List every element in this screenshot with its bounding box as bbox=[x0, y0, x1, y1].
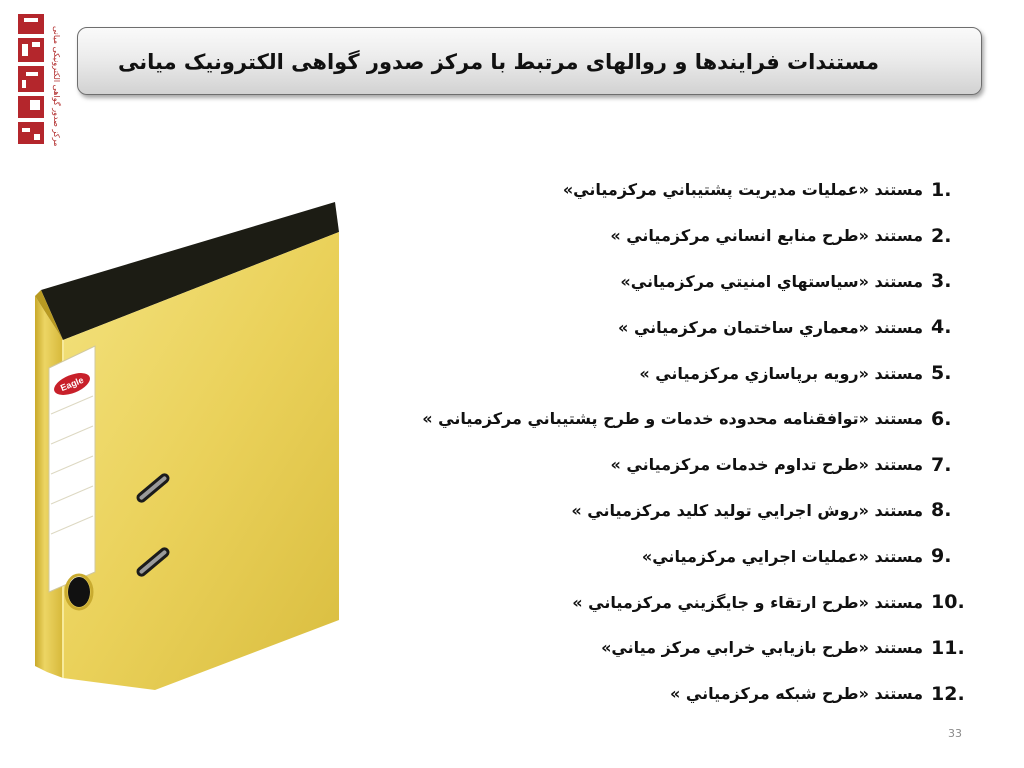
list-item bbox=[405, 259, 965, 305]
item-number: 2. bbox=[931, 224, 952, 247]
logo bbox=[14, 12, 62, 146]
logo-mark-icon bbox=[16, 12, 46, 146]
item-text: مستند «رويه برپاسازي مركزمياني » bbox=[639, 363, 923, 383]
item-text: مستند «روش اجرايي توليد كليد مركزمياني » bbox=[571, 500, 923, 520]
page-title: مستندات فرایندها و روالهای مرتبط با مرکز صدور گواهی الکترونیک میانی bbox=[118, 50, 879, 74]
item-number: 6. bbox=[931, 407, 952, 430]
item-text: مستند «طرح ارتقاء و جايگزيني مركزمياني » bbox=[572, 592, 923, 612]
item-number: 11. bbox=[931, 636, 965, 659]
item-text: مستند «عمليات اجرايي مركزمياني» bbox=[641, 546, 923, 566]
item-number: 10. bbox=[931, 591, 965, 614]
list-item bbox=[405, 167, 965, 213]
list-item bbox=[405, 533, 965, 579]
item-number: 8. bbox=[931, 499, 952, 522]
item-number: 12. bbox=[931, 682, 965, 705]
list-item bbox=[405, 671, 965, 717]
list-item bbox=[405, 350, 965, 396]
page-number: 33 bbox=[948, 727, 962, 740]
list-item bbox=[405, 442, 965, 488]
list-item bbox=[405, 213, 965, 259]
item-text: مستند «طرح شبكه مركزمياني » bbox=[669, 684, 923, 704]
logo-text: مرکز صدور گواهی الکترونیکی میانی bbox=[52, 25, 61, 146]
item-text: مستند «عمليات مديريت پشتيباني مركزمياني» bbox=[562, 180, 923, 200]
item-number: 5. bbox=[931, 362, 952, 385]
binder-brand-label: Eagle bbox=[58, 374, 86, 394]
list-item bbox=[405, 625, 965, 671]
item-number: 7. bbox=[931, 453, 952, 476]
binder-illustration bbox=[35, 200, 350, 690]
item-text: مستند «سياستهاي امنيتي مركزمياني» bbox=[620, 271, 923, 291]
item-number: 1. bbox=[931, 178, 952, 201]
item-text: مستند «توافقنامه محدوده خدمات و طرح پشتيباني مركزمياني » bbox=[422, 409, 923, 429]
item-number: 4. bbox=[931, 316, 952, 339]
item-number: 3. bbox=[931, 270, 952, 293]
list-item bbox=[405, 579, 965, 625]
item-text: مستند «طرح تداوم خدمات مركزمياني » bbox=[610, 455, 923, 475]
document-list bbox=[405, 167, 965, 717]
item-text: مستند «معماري ساختمان مركزمياني » bbox=[618, 317, 923, 337]
item-text: مستند «طرح بازيابي خرابي مركز مياني» bbox=[601, 638, 923, 658]
list-item bbox=[405, 304, 965, 350]
title-banner bbox=[77, 27, 982, 95]
list-item bbox=[405, 396, 965, 442]
item-number: 9. bbox=[931, 545, 952, 568]
item-text: مستند «طرح منابع انساني مركزمياني » bbox=[610, 226, 923, 246]
list-item bbox=[405, 488, 965, 534]
